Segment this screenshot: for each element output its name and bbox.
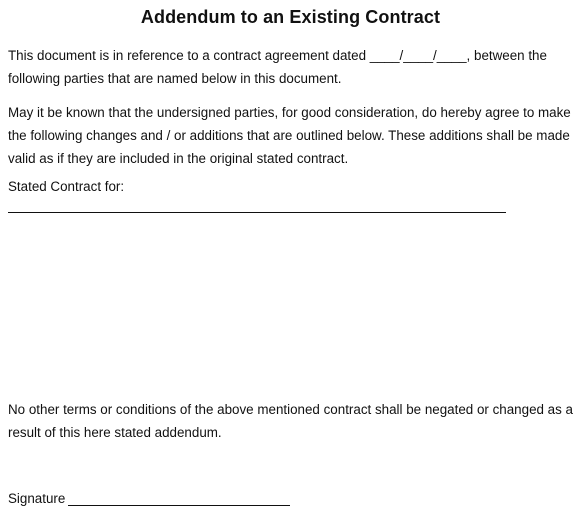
signature-label: Signature <box>8 491 66 506</box>
agreement-paragraph: May it be known that the undersigned parties, for good consideration, do hereby agree to make the following changes and / or additions that are outlined below. These additions shall be made valid as if they are included in the original stated contract. <box>8 105 571 166</box>
stated-contract-line <box>8 212 506 213</box>
signature-block <box>8 487 290 510</box>
reference-paragraph: This document is in reference to a contract agreement dated ____/____/____, between the following parties that are named below in this document. <box>8 48 547 86</box>
document-title: Addendum to an Existing Contract <box>140 7 441 27</box>
signature-line <box>68 489 290 506</box>
stated-contract-label: Stated Contract for: <box>8 179 125 194</box>
terms-paragraph: No other terms or conditions of the above mentioned contract shall be negated or changed as a result of this here stated addendum. <box>8 402 573 440</box>
